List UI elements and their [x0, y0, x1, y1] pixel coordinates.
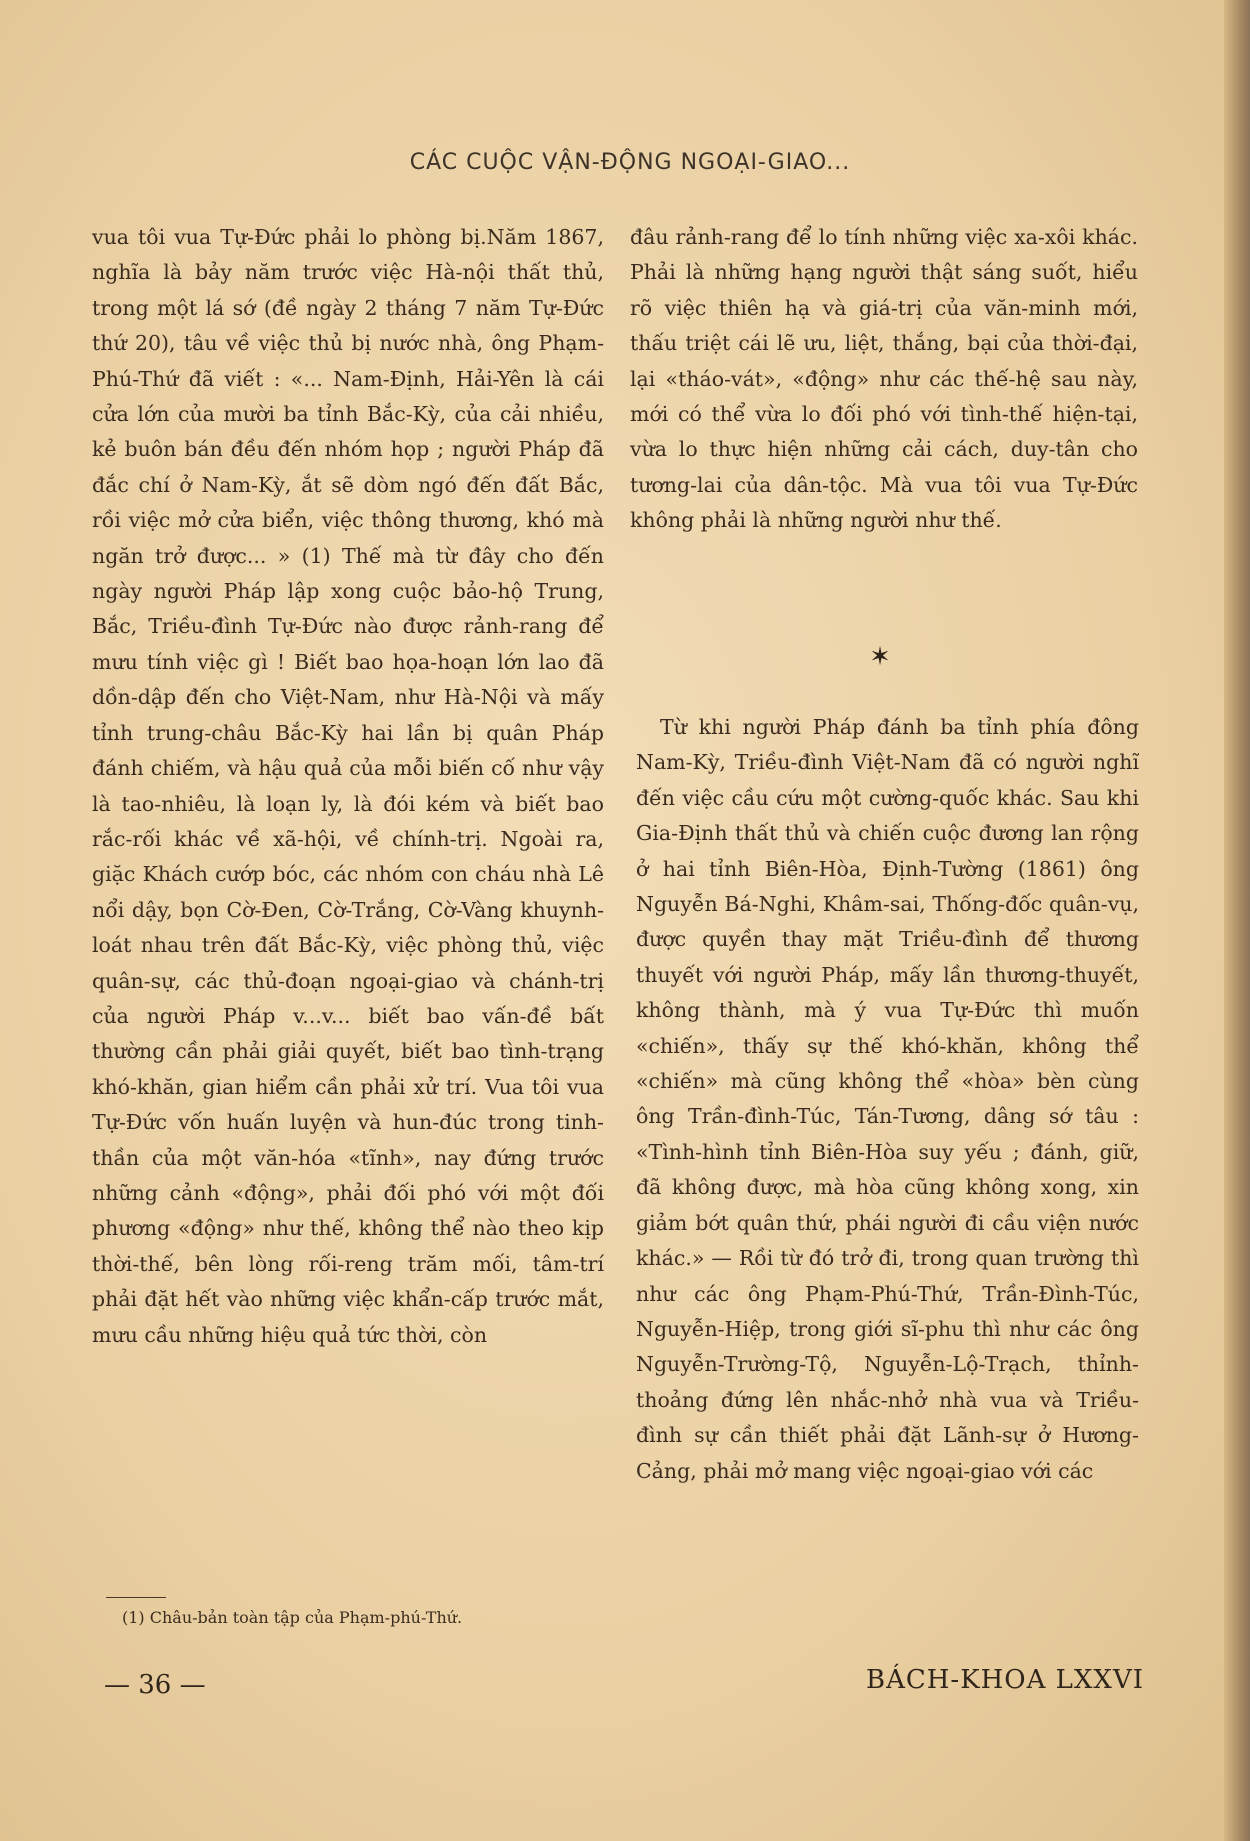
footnote-divider: [106, 1597, 166, 1598]
page-number: — 36 —: [104, 1670, 206, 1700]
magazine-title: BÁCH-KHOA LXXVI: [865, 1665, 1144, 1695]
right-column-bottom-text: Từ khi người Pháp đánh ba tỉnh phía đông Nam-Kỳ, Triều-đình Việt-Nam đã có người nghĩ đến việc cầu cứu một cường-quốc khác. Sau khi Gia-Định thất thủ và chiến cuộc đương lan rộng ở hai tỉnh Biên-Hòa, Định-Tường (1861) ông Nguyễn Bá-Nghi, Khâm-sai, Thống-đốc quân-vụ, được quyền thay mặt Triều-đình để thương thuyết với người Pháp, mấy lần thương-thuyết, không thành, mà ý vua Tự-Đức thì muốn «chiến», thấy sự thế khó-khăn, không thể «chiến» mà cũng không thể «hòa» bèn cùng ông Trần-đình-Túc, Tán-Tương, dâng sớ tâu : «Tình-hình tỉnh Biên-Hòa suy yếu ; đánh, giữ, đã không được, mà hòa cũng không xong, xin giảm bớt quân thứ, phái người đi cầu viện nước khác.» — Rồi từ đó trở đi, trong quan trường thì như các ông Phạm-Phú-Thứ, Trần-Đình-Túc, Nguyễn-Hiệp, trong giới sĩ-phu thì như các ông Nguyễn-Trường-Tộ, Nguyễn-Lộ-Trạch, thỉnh-thoảng đứng lên nhắc-nhở nhà vua và Triều-đình sự cần thiết phải đặt Lãnh-sự ở Hương-Cảng, phải mở mang việc ngoại-giao với các: [636, 715, 1139, 1483]
left-column-text: vua tôi vua Tự-Đức phải lo phòng bị.Năm 1867, nghĩa là bảy năm trước việc Hà-nội thất thủ, trong một lá sớ (đề ngày 2 tháng 7 năm Tự-Đức thứ 20), tâu về việc thủ bị nước nhà, ông Phạm-Phú-Thứ đã viết : «... Nam-Định, Hải-Yên là cái cửa lớn của mười ba tỉnh Bắc-Kỳ, của cải nhiều, kẻ buôn bán đều đến nhóm họp ; người Pháp đã đắc chí ở Nam-Kỳ, ắt sẽ dòm ngó đến đất Bắc, rồi việc mở cửa biển, việc thông thương, khó mà ngăn trở được... » (1) Thế mà từ đây cho đến ngày người Pháp lập xong cuộc bảo-hộ Trung, Bắc, Triều-đình Tự-Đức nào được rảnh-rang để mưu tính việc gì ! Biết bao họa-hoạn lớn lao đã dồn-dập đến cho Việt-Nam, như Hà-Nội và mấy tỉnh trung-châu Bắc-Kỳ hai lần bị quân Pháp đánh chiếm, và hậu quả của mỗi biến cố như vậy là tao-nhiêu, là loạn ly, là đói kém và biết bao rắc-rối khác về xã-hội, về chính-trị. Ngoài ra, giặc Khách cướp bóc, các nhóm con cháu nhà Lê nổi dậy, bọn Cờ-Đen, Cờ-Trắng, Cờ-Vàng khuynh-loát nhau trên đất Bắc-Kỳ, việc phòng thủ, việc quân-sự, các thủ-đoạn ngoại-giao và chánh-trị của người Pháp v...v... biết bao vấn-đề bất thường cần phải giải quyết, biết bao tình-trạng khó-khăn, gian hiểm cần phải xử trí. Vua tôi vua Tự-Đức vốn huấn luyện và hun-đúc trong tinh-thần của một văn-hóa «tĩnh», nay đứng trước những cảnh «động», phải đối phó với một đối phương «động» như thế, không thể nào theo kịp thời-thế, bên lòng rối-reng trăm mối, tâm-trí phải đặt hết vào những việc khẩn-cấp trước mắt, mưu cầu những hiệu quả tức thời, còn: [92, 225, 604, 1347]
page-edge: [1224, 0, 1250, 1841]
right-column-top: [630, 220, 1138, 539]
footnote: (1) Châu-bản toàn tập của Phạm-phú-Thứ.: [122, 1608, 463, 1627]
running-head: CÁC CUỘC VẬN-ĐỘNG NGOẠI-GIAO...: [409, 150, 851, 175]
right-column-bottom: [636, 710, 1139, 1489]
right-column-top-text: đâu rảnh-rang để lo tính những việc xa-xôi khác. Phải là những hạng người thật sáng suốt, hiểu rõ việc thiên hạ và giá-trị của văn-minh mới, thấu triệt cái lẽ ưu, liệt, thắng, bại của thời-đại, lại «tháo-vát», «động» như các thế-hệ sau này, mới có thể vừa lo đối phó với tình-thế hiện-tại, vừa lo thực hiện những cải cách, duy-tân cho tương-lai của dân-tộc. Mà vua tôi vua Tự-Đức không phải là những người như thế.: [630, 225, 1138, 533]
left-column: [92, 220, 604, 1353]
section-ornament-icon: ✶: [869, 642, 891, 672]
